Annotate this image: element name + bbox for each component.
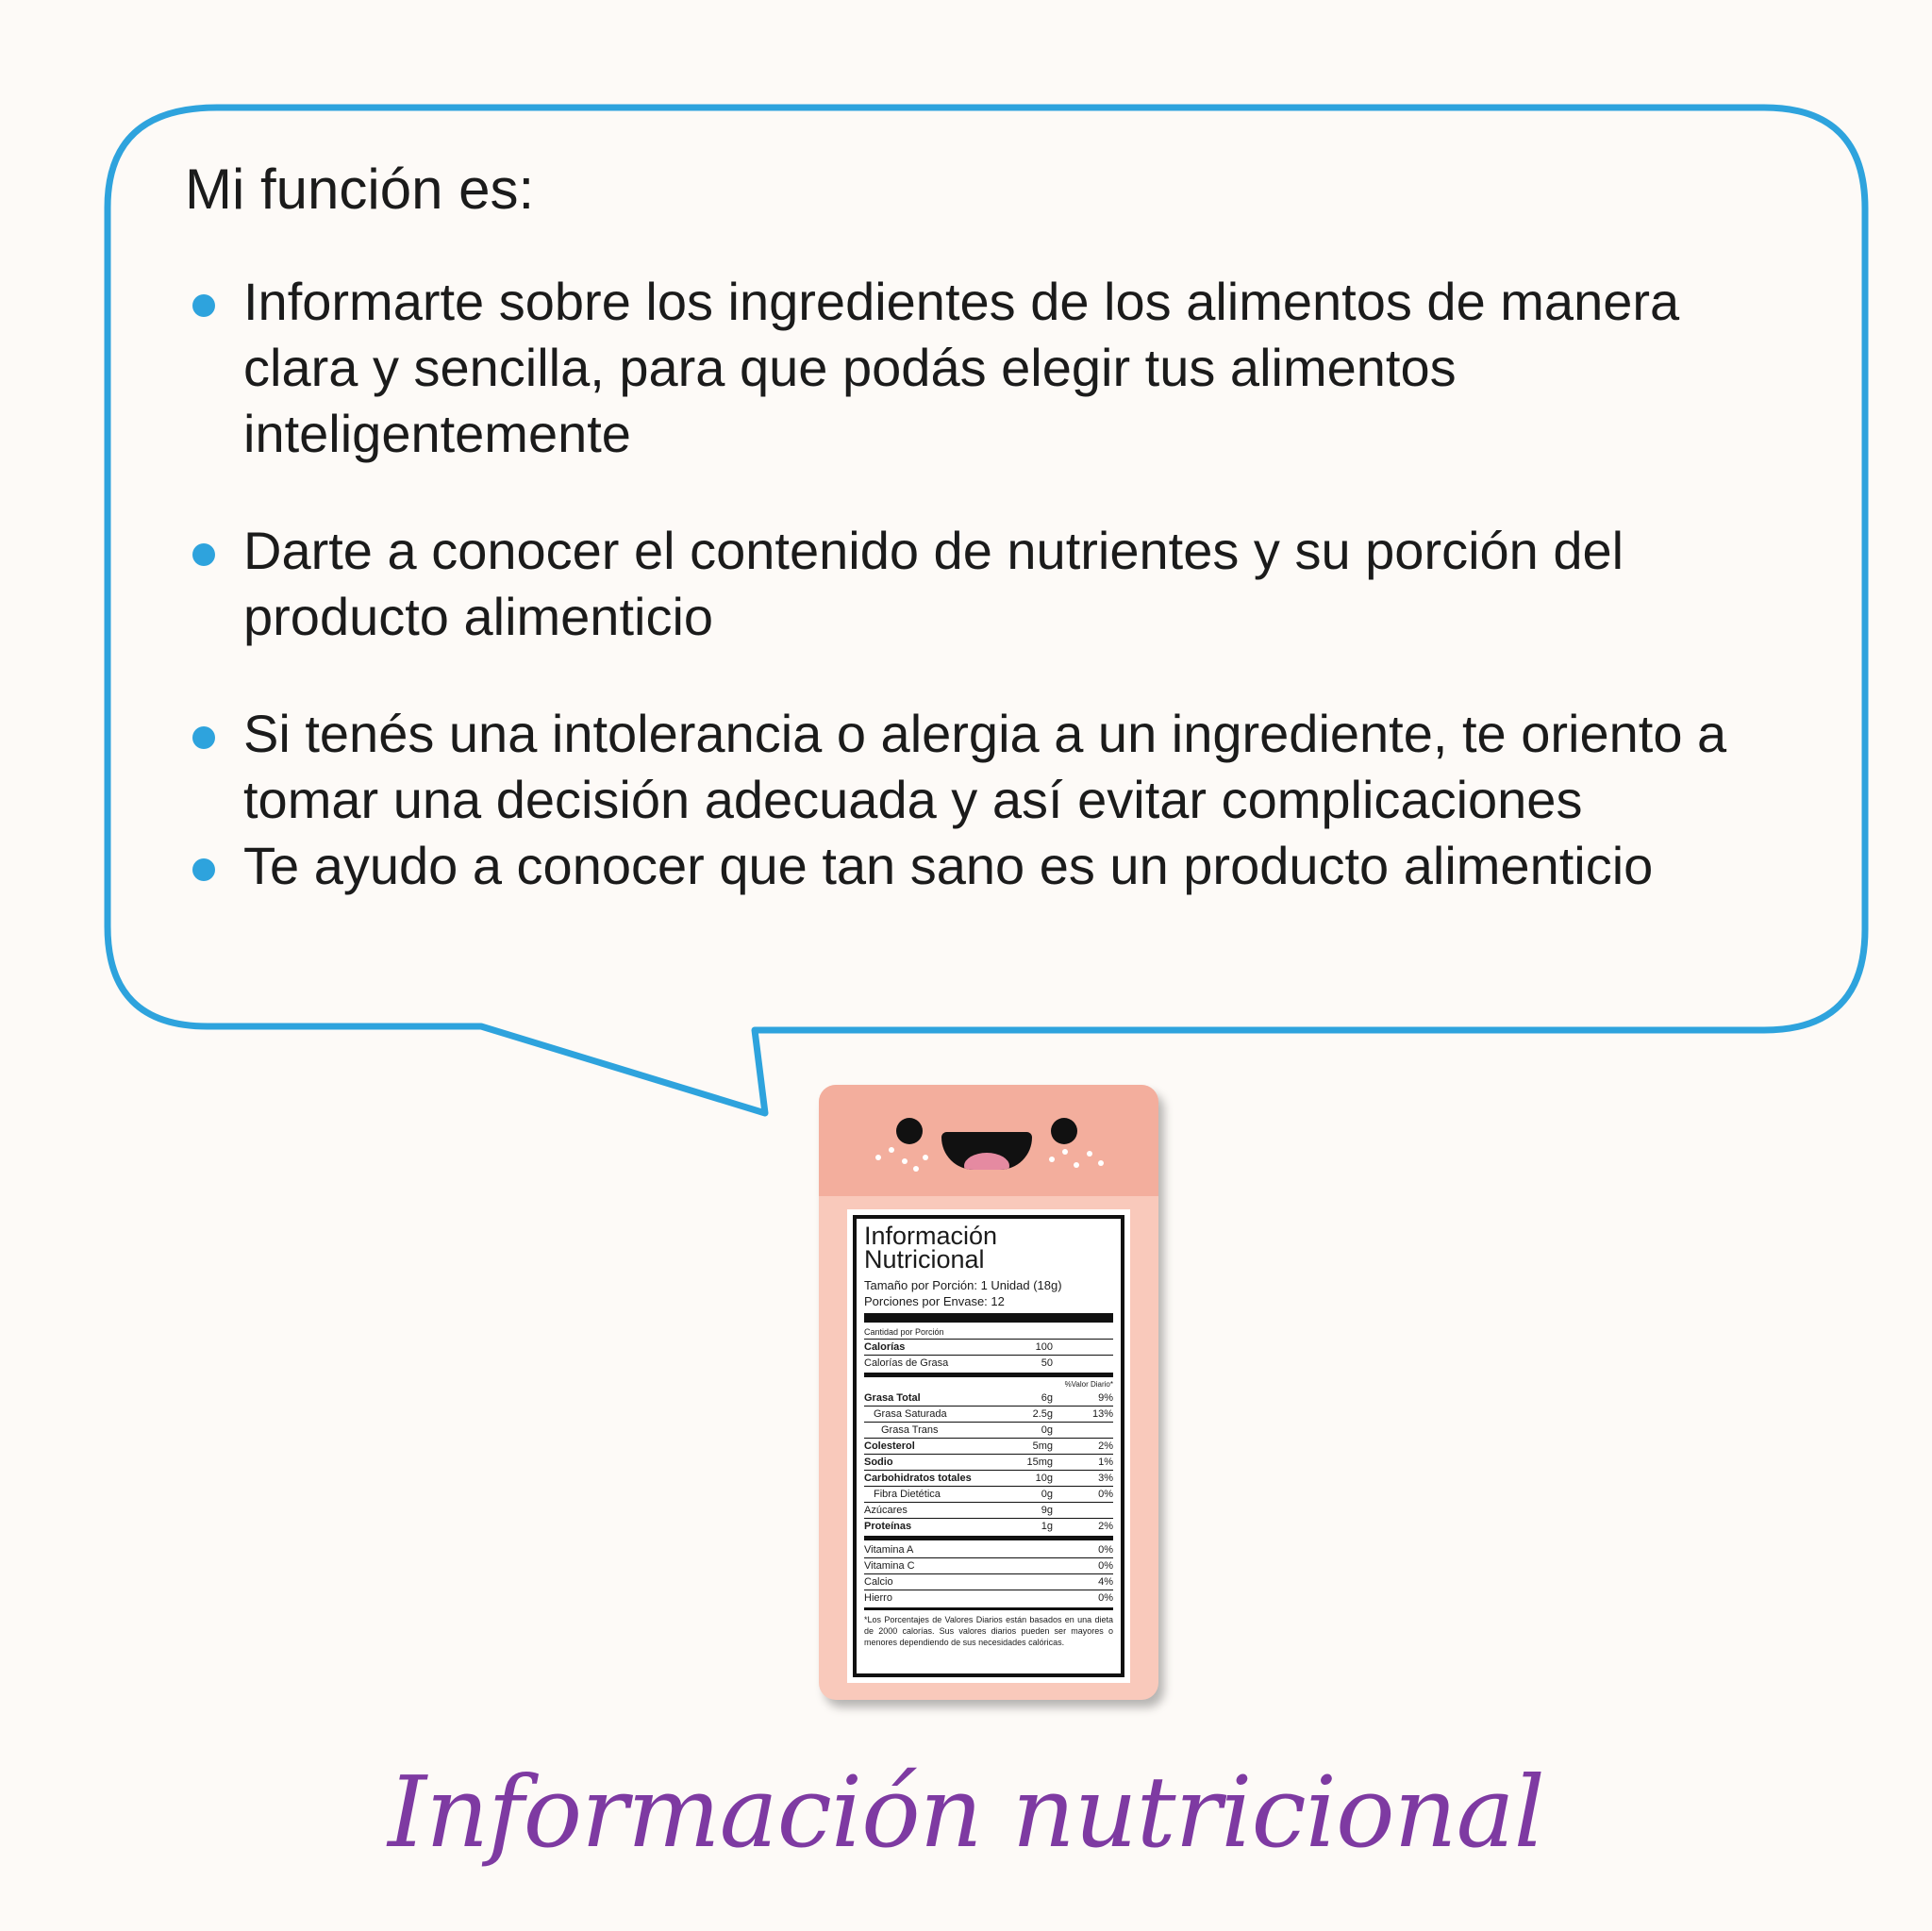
nutrient-dv: 1%: [1098, 1457, 1113, 1468]
nutrient-amount: 5mg: [1032, 1440, 1053, 1452]
freckle-icon: [889, 1147, 894, 1153]
function-item-line: inteligentemente: [243, 404, 631, 463]
nutrient-amount: 15mg: [1026, 1457, 1053, 1468]
divider: [864, 1373, 1113, 1377]
function-item-line: Te ayudo a conocer que tan sano es un producto alimenticio: [243, 836, 1654, 895]
nutrient-row: [864, 1502, 1113, 1518]
nutrient-amount: 2.5g: [1032, 1408, 1053, 1420]
function-item: [243, 701, 1726, 833]
nutrient-dv: 2%: [1098, 1440, 1113, 1452]
nutrient-name: Azúcares: [864, 1505, 908, 1516]
page-title: Información nutricional: [388, 1755, 1544, 1870]
nutrient-amount: 0g: [1041, 1424, 1053, 1436]
bullet-dot-icon: [192, 294, 215, 317]
bullet-dot-icon: [192, 726, 215, 749]
nutrient-row: [864, 1454, 1113, 1470]
calories-row: [864, 1339, 1113, 1355]
freckle-icon: [902, 1158, 908, 1164]
freckle-icon: [1049, 1157, 1055, 1162]
vitamin-name: Vitamina A: [864, 1544, 914, 1556]
row-name: Calorías de Grasa: [864, 1357, 949, 1369]
servings-per-container: Porciones por Envase: 12: [864, 1294, 1005, 1308]
freckle-icon: [1062, 1149, 1068, 1155]
nutrient-dv: 13%: [1091, 1408, 1113, 1420]
character-face: [819, 1085, 1158, 1196]
nutrient-amount: 1g: [1041, 1521, 1053, 1532]
vitamin-dv: 0%: [1098, 1592, 1113, 1604]
nutrient-amount: 10g: [1035, 1473, 1053, 1484]
nutrition-label-character: [819, 1085, 1158, 1700]
nutrient-row: [864, 1470, 1113, 1486]
function-item: [243, 269, 1679, 467]
row-value: 50: [1041, 1357, 1053, 1369]
row-name: Calorías: [864, 1341, 906, 1353]
nutrient-dv: 2%: [1098, 1521, 1113, 1532]
daily-value-header: %Valor Diario*: [1064, 1380, 1113, 1389]
nutrient-dv: [1053, 1503, 1113, 1518]
left-eye-icon: [896, 1118, 923, 1144]
freckle-icon: [913, 1166, 919, 1172]
freckle-icon: [1087, 1151, 1092, 1157]
right-eye-icon: [1051, 1118, 1077, 1144]
freckle-icon: [875, 1155, 881, 1160]
vitamin-row: [864, 1557, 1113, 1573]
function-item-line: Informarte sobre los ingredientes de los alimentos de manera: [243, 272, 1680, 331]
divider: [864, 1313, 1113, 1323]
nutrient-row: [864, 1390, 1113, 1406]
bullet-dot-icon: [192, 543, 215, 566]
nutrient-name: Fibra Dietética: [874, 1489, 941, 1500]
function-item: [243, 833, 1653, 899]
vitamin-row: [864, 1542, 1113, 1557]
nutrient-name: Carbohidratos totales: [864, 1473, 972, 1484]
vitamin-name: Calcio: [864, 1576, 893, 1588]
nutrient-name: Grasa Saturada: [874, 1408, 947, 1420]
nutrient-name: Sodio: [864, 1457, 893, 1468]
function-item-line: clara y sencilla, para que podás elegir tus alimentos: [243, 338, 1457, 397]
divider: [864, 1607, 1113, 1610]
function-item-line: Si tenés una intolerancia o alergia a un ingrediente, te oriento a: [243, 704, 1727, 763]
function-item: [243, 518, 1624, 650]
smile-mouth-icon: [941, 1132, 1032, 1170]
freckle-icon: [1098, 1160, 1104, 1166]
nutrient-row: [864, 1406, 1113, 1422]
nutrient-name: Grasa Trans: [881, 1424, 939, 1436]
nutrient-amount: 9g: [1041, 1505, 1053, 1516]
nutrient-name: Proteínas: [864, 1521, 912, 1532]
vitamin-dv: 0%: [1098, 1560, 1113, 1572]
bubble-text: [185, 156, 1845, 895]
freckle-icon: [923, 1155, 928, 1160]
freckle-icon: [1074, 1162, 1079, 1168]
vitamin-row: [864, 1590, 1113, 1606]
panel-title: Nutricional: [864, 1245, 985, 1273]
nutrient-dv: 0%: [1098, 1489, 1113, 1500]
nutrient-row: [864, 1422, 1113, 1438]
amount-per-serving: Cantidad por Porción: [864, 1327, 944, 1337]
function-item-line: Darte a conocer el contenido de nutrientes y su porción del: [243, 521, 1624, 580]
nutrition-facts-panel: [847, 1209, 1130, 1683]
nutrient-amount: 0g: [1041, 1489, 1053, 1500]
nutrient-name: Colesterol: [864, 1440, 915, 1452]
serving-size: Tamaño por Porción: 1 Unidad (18g): [864, 1278, 1062, 1292]
vitamin-dv: 4%: [1098, 1576, 1113, 1588]
vitamin-name: Vitamina C: [864, 1560, 915, 1572]
nutrient-row: [864, 1438, 1113, 1454]
nutrient-dv: [1053, 1423, 1113, 1438]
tongue-icon: [964, 1153, 1009, 1170]
vitamin-name: Hierro: [864, 1592, 892, 1604]
function-item-line: tomar una decisión adecuada y así evitar complicaciones: [243, 770, 1583, 829]
panel-title: Información: [864, 1222, 998, 1250]
vitamin-dv: 0%: [1098, 1544, 1113, 1556]
divider: [864, 1536, 1113, 1540]
nutrient-name: Grasa Total: [864, 1392, 921, 1404]
calories-fat-row: [864, 1355, 1113, 1371]
nutrient-row: [864, 1486, 1113, 1502]
vitamin-row: [864, 1573, 1113, 1590]
footnote: *Los Porcentajes de Valores Diarios están basados en una dieta de 2000 calorías. Sus valores diarios pueden ser mayores o menores dependiendo de sus necesidades calóricas.: [864, 1615, 1113, 1647]
nutrient-dv: 3%: [1098, 1473, 1113, 1484]
bullet-dot-icon: [192, 858, 215, 881]
nutrient-amount: 6g: [1041, 1392, 1053, 1404]
nutrient-dv: 9%: [1098, 1392, 1113, 1404]
function-item-line: producto alimenticio: [243, 587, 714, 646]
row-value: 100: [1035, 1341, 1053, 1353]
nutrient-row: [864, 1518, 1113, 1534]
bubble-intro: Mi función es:: [185, 158, 535, 221]
